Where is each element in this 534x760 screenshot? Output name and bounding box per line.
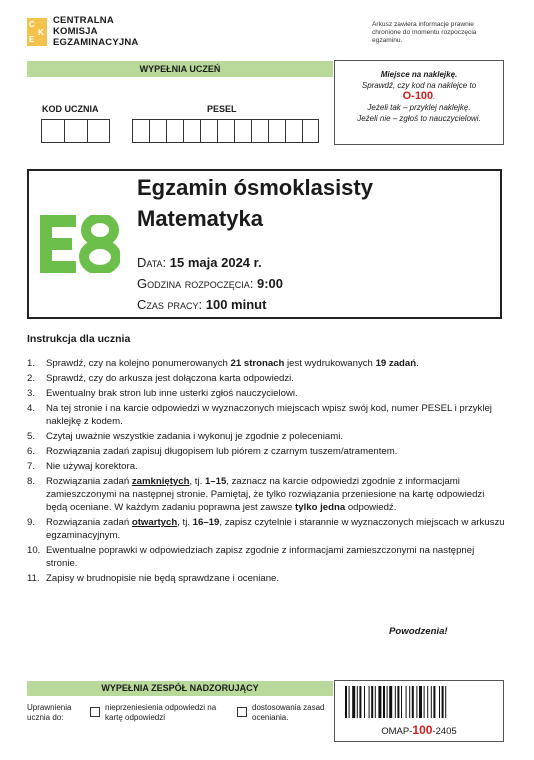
item-number: 3. bbox=[27, 388, 36, 399]
instruction-item bbox=[27, 445, 507, 458]
logo-letter: K bbox=[38, 28, 44, 37]
item-text: Sprawdź, czy do arkusza jest dołączona karta odpowiedzi. bbox=[46, 373, 294, 384]
time-value: 9:00 bbox=[256, 276, 283, 291]
instructions-heading: Instrukcja dla ucznia bbox=[27, 333, 131, 345]
item-text: . bbox=[416, 358, 419, 369]
team-label: Uprawnienia ucznia do: bbox=[27, 703, 72, 722]
sheet-code bbox=[334, 723, 504, 737]
student-fill-band: WYPEŁNIA UCZEŃ bbox=[27, 61, 333, 77]
exam-date bbox=[137, 255, 262, 270]
option-adapted-grading-label: dostosowania zasad oceniania. bbox=[252, 703, 325, 722]
sticker-instruction: Jeżeli tak – przyklej naklejkę. bbox=[367, 103, 471, 112]
item-number: 4. bbox=[27, 403, 36, 414]
pesel-cell[interactable] bbox=[200, 119, 217, 143]
exam-duration bbox=[137, 297, 266, 312]
sticker-code: O-100 bbox=[402, 90, 434, 102]
duration-value: 100 minut bbox=[205, 297, 267, 312]
logo-line: KOMISJA bbox=[53, 26, 98, 37]
team-fill-band: WYPEŁNIA ZESPÓŁ NADZORUJĄCY bbox=[27, 681, 333, 696]
item-underlined: zamkniętych bbox=[131, 476, 190, 487]
item-text: , zaznacz na karcie odpowiedzi zgodnie z informacjami zamieszczonymi na następnej stronie. Pamiętaj, że tylko rozwiązania przeniesione na kartę odpowiedzi będą oceniane. W każdym zadaniu poprawna jest zawsze bbox=[46, 476, 485, 513]
sheet-code-suffix: -2405 bbox=[432, 726, 457, 737]
item-text: , zapisz czytelnie i starannie w wyznaczonych miejscach w arkuszu egzaminacyjnym. bbox=[46, 517, 505, 541]
item-number: 8. bbox=[27, 476, 36, 487]
item-number: 5. bbox=[27, 431, 36, 442]
item-text: Nie używaj korektora. bbox=[46, 461, 138, 472]
pesel-cell[interactable] bbox=[251, 119, 268, 143]
item-number: 2. bbox=[27, 373, 36, 384]
cke-logo-mark bbox=[27, 18, 47, 46]
instruction-item bbox=[27, 516, 507, 542]
item-bold: tylko jedna bbox=[295, 502, 346, 513]
item-text: Na tej stronie i na karcie odpowiedzi w wyznaczonych miejscach wpisz swój kod, numer PESEL i przyklej naklejkę z kodem. bbox=[46, 403, 492, 427]
item-number: 7. bbox=[27, 461, 36, 472]
item-text: Ewentualny brak stron lub inne usterki zgłoś nauczycielowi. bbox=[46, 388, 298, 399]
item-number: 11. bbox=[27, 573, 40, 584]
instruction-item bbox=[27, 544, 507, 570]
instructions-list bbox=[27, 357, 507, 585]
item-text: Ewentualne poprawki w odpowiedziach zapisz zgodnie z informacjami zamieszczonymi na następnej stronie. bbox=[46, 545, 475, 569]
item-number: 6. bbox=[27, 446, 36, 457]
exam-title: Egzamin ósmoklasisty bbox=[137, 175, 373, 200]
option-no-transfer-label: nieprzeniesienia odpowiedzi na kartę odpowiedzi bbox=[105, 703, 217, 722]
item-number: 9. bbox=[27, 517, 36, 528]
item-text: Rozwiązania zadań zapisuj długopisem lub piórem z czarnym tuszem/atramentem. bbox=[46, 446, 398, 457]
item-text: Czytaj uważnie wszystkie zadania i wykonuj je zgodnie z poleceniami. bbox=[46, 431, 344, 442]
item-text: Rozwiązania zadań bbox=[46, 517, 132, 528]
cke-logo-text bbox=[53, 15, 138, 48]
pesel-boxes[interactable] bbox=[132, 119, 319, 143]
exam-subject: Matematyka bbox=[137, 206, 263, 231]
pesel-cell[interactable] bbox=[234, 119, 251, 143]
student-code-label: KOD UCZNIA bbox=[42, 104, 99, 114]
time-label: Godzina rozpoczęcia: bbox=[137, 276, 254, 291]
item-bold: 16–19 bbox=[192, 517, 220, 528]
student-code-boxes[interactable] bbox=[41, 119, 110, 143]
code-cell[interactable] bbox=[41, 119, 64, 143]
instruction-item bbox=[27, 357, 507, 370]
instruction-item bbox=[27, 475, 507, 514]
sticker-title: Miejsce na naklejkę. bbox=[380, 70, 458, 79]
item-underlined: otwartych bbox=[131, 517, 178, 528]
item-text: Zapisy w brudnopisie nie będą sprawdzane i oceniane. bbox=[46, 573, 280, 584]
item-text: , tj. bbox=[189, 476, 205, 487]
pesel-cell[interactable] bbox=[132, 119, 149, 143]
pesel-cell[interactable] bbox=[302, 119, 319, 143]
pesel-cell[interactable] bbox=[268, 119, 285, 143]
instruction-item bbox=[27, 460, 507, 473]
instruction-item bbox=[27, 387, 507, 400]
sheet-code-number: 100 bbox=[412, 723, 433, 737]
instruction-item bbox=[27, 402, 507, 428]
logo-letter: E bbox=[29, 35, 35, 44]
exam-start-time bbox=[137, 276, 283, 291]
pesel-cell[interactable] bbox=[217, 119, 234, 143]
sticker-code-suffix: . bbox=[433, 92, 436, 101]
item-text: odpowiedź. bbox=[345, 502, 397, 513]
e8-badge-icon bbox=[40, 215, 120, 278]
item-bold: 1–15 bbox=[204, 476, 227, 487]
pesel-cell[interactable] bbox=[183, 119, 200, 143]
barcode-icon bbox=[345, 686, 493, 718]
pesel-label: PESEL bbox=[207, 104, 237, 114]
duration-label: Czas pracy: bbox=[137, 297, 203, 312]
pesel-cell[interactable] bbox=[166, 119, 183, 143]
logo-line: EGZAMINACYJNA bbox=[53, 37, 139, 48]
checkbox-adapted-grading[interactable] bbox=[237, 707, 247, 717]
good-luck: Powodzenia! bbox=[389, 626, 448, 637]
pesel-cell[interactable] bbox=[285, 119, 302, 143]
instruction-item bbox=[27, 430, 507, 443]
logo-line: CENTRALNA bbox=[53, 15, 114, 26]
date-label: Data: bbox=[137, 255, 167, 270]
item-text: Rozwiązania zadań bbox=[46, 476, 132, 487]
sheet-code-prefix: OMAP- bbox=[381, 726, 413, 737]
item-number: 1. bbox=[27, 358, 36, 369]
item-text: Sprawdź, czy na kolejno ponumerowanych bbox=[46, 358, 231, 369]
item-bold: 19 zadań bbox=[375, 358, 417, 369]
logo-letter: C bbox=[29, 20, 35, 29]
item-text: , tj. bbox=[177, 517, 193, 528]
sticker-area bbox=[334, 60, 504, 145]
sticker-instruction: Jeżeli nie – zgłoś to nauczycielowi. bbox=[357, 114, 481, 123]
pesel-cell[interactable] bbox=[149, 119, 166, 143]
checkbox-no-transfer[interactable] bbox=[90, 707, 100, 717]
confidentiality-note: Arkusz zawiera informacje prawnie chronione do momentu rozpoczęcia egzaminu. bbox=[372, 21, 477, 44]
instruction-item bbox=[27, 572, 507, 585]
item-bold: 21 stronach bbox=[230, 358, 285, 369]
code-cell[interactable] bbox=[64, 119, 87, 143]
instruction-item bbox=[27, 372, 507, 385]
sticker-instruction: Sprawdź, czy kod na naklejce to bbox=[361, 81, 477, 90]
item-text: jest wydrukowanych bbox=[284, 358, 376, 369]
date-value: 15 maja 2024 r. bbox=[169, 255, 262, 270]
item-number: 10. bbox=[27, 545, 41, 556]
code-cell[interactable] bbox=[87, 119, 110, 143]
